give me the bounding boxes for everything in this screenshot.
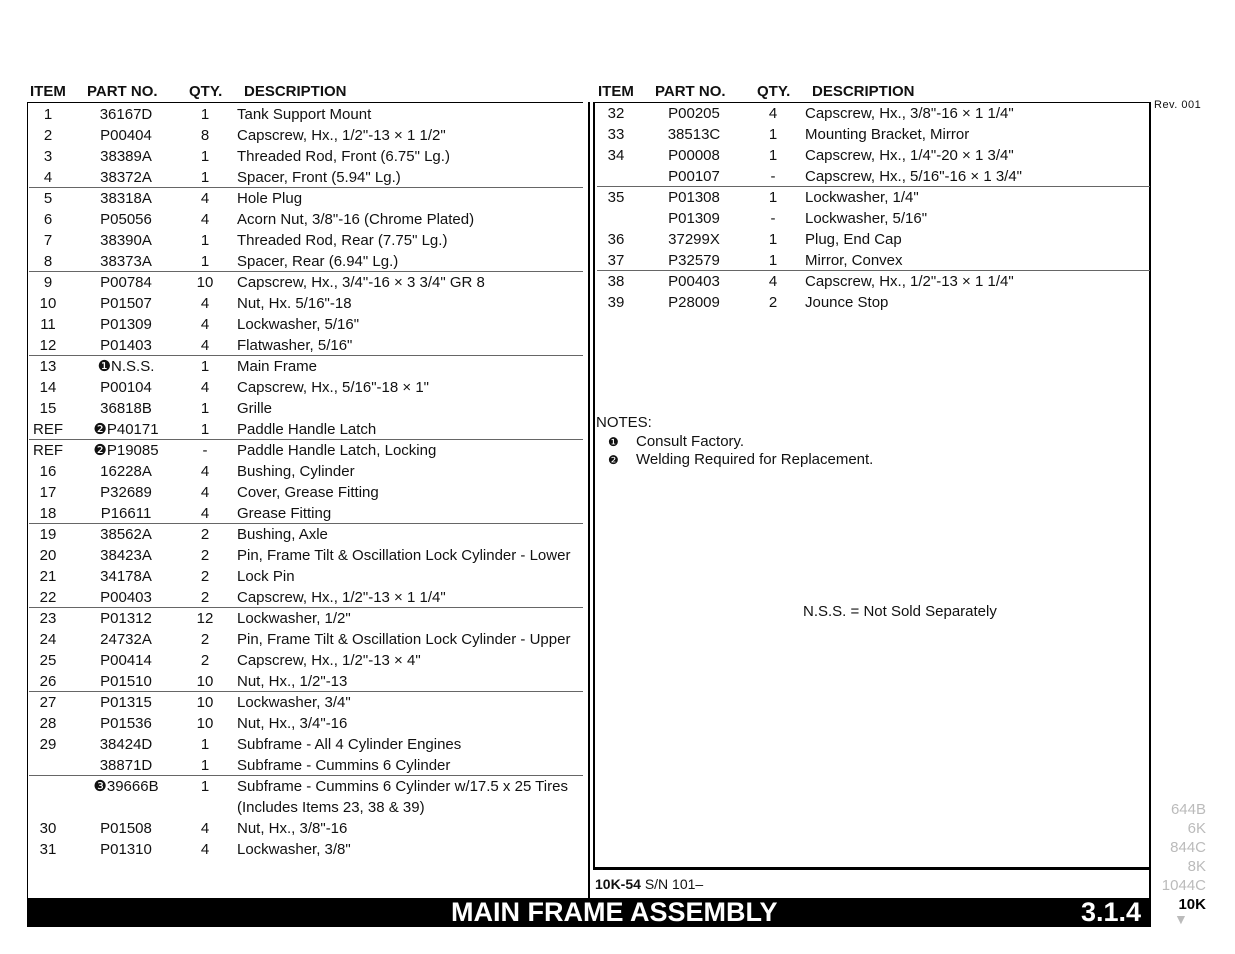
description-cell: Main Frame (237, 358, 318, 375)
description-cell: Capscrew, Hx., 1/2"-13 × 1 1/4" (805, 273, 1014, 290)
qty-cell: 1 (200, 421, 210, 438)
table-row (29, 692, 585, 713)
table-row (597, 229, 1153, 250)
part-no-cell: ❸39666B (93, 778, 159, 795)
part-no-cell: P00414 (100, 652, 152, 669)
part-no-cell: 38562A (100, 526, 152, 543)
item-cell: 30 (39, 820, 57, 837)
group-separator (29, 691, 583, 692)
table-row (29, 608, 585, 629)
description-cell: Threaded Rod, Front (6.75" Lg.) (237, 148, 450, 165)
group-separator (29, 187, 583, 188)
qty-cell: 4 (200, 211, 210, 228)
table-row (29, 230, 585, 251)
table-row (29, 797, 585, 818)
description-cell: Bushing, Cylinder (237, 463, 355, 480)
description-cell: Paddle Handle Latch (237, 421, 377, 438)
group-separator (29, 523, 583, 524)
model-tab-current[interactable]: 10K (1178, 896, 1206, 913)
note-text-2: Welding Required for Replacement. (636, 451, 874, 468)
description-cell: (Includes Items 23, 38 & 39) (237, 799, 425, 816)
description-cell: Bushing, Axle (237, 526, 328, 543)
item-cell: 31 (39, 841, 57, 858)
description-cell: Capscrew, Hx., 3/4"-16 × 3 3/4" GR 8 (237, 274, 485, 291)
table-row (597, 271, 1153, 292)
qty-cell: 4 (200, 190, 210, 207)
part-no-cell: P01308 (668, 189, 720, 206)
center-divider (588, 102, 590, 898)
qty-cell: 4 (200, 505, 210, 522)
table-row (29, 314, 585, 335)
description-cell: Jounce Stop (805, 294, 889, 311)
part-no-cell: P01536 (100, 715, 152, 732)
description-cell: Lockwasher, 3/8" (237, 841, 351, 858)
item-cell: REF (33, 442, 63, 459)
nss-legend: N.S.S. = Not Sold Separately (803, 603, 997, 620)
table-row (597, 124, 1153, 145)
item-cell: 10 (39, 295, 57, 312)
qty-cell: 4 (200, 295, 210, 312)
section-number: 3.1.4 (1081, 897, 1142, 927)
part-no-cell: P00107 (668, 168, 720, 185)
item-cell: 20 (39, 547, 57, 564)
description-cell: Lockwasher, 1/4" (805, 189, 919, 206)
table-row (29, 545, 585, 566)
description-cell: Capscrew, Hx., 1/2"-13 × 1 1/4" (237, 589, 446, 606)
part-no-cell: 38424D (99, 736, 153, 753)
qty-cell: 10 (196, 694, 214, 711)
header-qty: QTY. (189, 83, 223, 100)
table-row (29, 125, 585, 146)
serial-range: S/N 101– (644, 876, 704, 892)
model-serial-line (595, 876, 703, 892)
qty-cell: 1 (200, 400, 210, 417)
item-cell: 4 (43, 169, 53, 186)
table-row (29, 482, 585, 503)
table-row (29, 818, 585, 839)
qty-cell: 1 (200, 757, 210, 774)
table-row (29, 524, 585, 545)
table-row (29, 398, 585, 419)
qty-cell: 8 (200, 127, 210, 144)
qty-cell: 4 (200, 820, 210, 837)
item-cell: 18 (39, 505, 57, 522)
item-cell: 11 (40, 316, 56, 333)
qty-cell: 2 (200, 631, 210, 648)
part-no-cell: P01508 (100, 820, 152, 837)
qty-cell: - (770, 210, 776, 227)
description-cell: Capscrew, Hx., 5/16"-16 × 1 3/4" (805, 168, 1023, 185)
table-row (29, 167, 585, 188)
part-no-cell: 38372A (100, 169, 152, 186)
description-cell: Nut, Hx. 5/16"-18 (237, 295, 352, 312)
part-no-cell: ❶N.S.S. (97, 358, 155, 375)
qty-cell: 1 (768, 231, 778, 248)
item-cell: 36 (607, 231, 625, 248)
description-cell: Pin, Frame Tilt & Oscillation Lock Cylinder - Lower (237, 547, 571, 564)
table-row (29, 293, 585, 314)
qty-cell: 12 (196, 610, 214, 627)
part-no-cell: 38389A (100, 148, 152, 165)
left-table-top-rule (27, 102, 583, 103)
description-cell: Flatwasher, 5/16" (237, 337, 353, 354)
description-cell: Capscrew, Hx., 1/2"-13 × 1 1/2" (237, 127, 446, 144)
group-separator (29, 271, 583, 272)
qty-cell: 1 (768, 147, 778, 164)
right-table-frame (593, 102, 595, 868)
item-cell: 17 (39, 484, 57, 501)
qty-cell: 4 (200, 316, 210, 333)
description-cell: Mounting Bracket, Mirror (805, 126, 970, 143)
qty-cell: 1 (200, 253, 210, 270)
item-cell: 24 (39, 631, 57, 648)
description-cell: Grease Fitting (237, 505, 332, 522)
description-cell: Capscrew, Hx., 1/4"-20 × 1 3/4" (805, 147, 1014, 164)
qty-cell: 4 (200, 379, 210, 396)
description-cell: Hole Plug (237, 190, 303, 207)
table-row (29, 146, 585, 167)
revision-label: Rev. 001 (1154, 99, 1202, 111)
part-no-cell: P05056 (100, 211, 152, 228)
model-tab[interactable]: 844C (1170, 839, 1206, 856)
qty-cell: 4 (200, 484, 210, 501)
part-no-cell: P00784 (100, 274, 152, 291)
item-cell: 8 (43, 253, 53, 270)
qty-cell: 1 (768, 189, 778, 206)
item-cell: 37 (607, 252, 625, 269)
qty-cell: 2 (200, 547, 210, 564)
group-separator (597, 270, 1150, 271)
group-separator (29, 355, 583, 356)
item-cell: 2 (43, 127, 53, 144)
group-separator (29, 439, 583, 440)
description-cell: Pin, Frame Tilt & Oscillation Lock Cylinder - Upper (237, 631, 571, 648)
model-tab[interactable]: 644B (1170, 801, 1206, 818)
qty-cell: 2 (200, 526, 210, 543)
qty-cell: 1 (200, 358, 210, 375)
item-cell: 5 (43, 190, 53, 207)
table-row (29, 377, 585, 398)
note-text-1: Consult Factory. (636, 433, 745, 450)
part-no-cell: P00403 (100, 589, 152, 606)
qty-cell: 10 (196, 673, 214, 690)
item-cell: 38 (607, 273, 625, 290)
table-row (29, 587, 585, 608)
item-cell: 16 (39, 463, 57, 480)
table-row (29, 209, 585, 230)
item-cell: 32 (607, 105, 625, 122)
qty-cell: 10 (196, 715, 214, 732)
qty-cell: 1 (200, 106, 210, 123)
table-row (29, 734, 585, 755)
part-no-cell: 38423A (100, 547, 152, 564)
down-arrow-icon: ▼ (1174, 911, 1188, 927)
description-cell: Capscrew, Hx., 3/8"-16 × 1 1/4" (805, 105, 1014, 122)
table-row (29, 440, 585, 461)
header-description: DESCRIPTION (244, 83, 347, 100)
item-cell: 13 (39, 358, 57, 375)
part-no-cell: 37299X (668, 231, 720, 248)
header-part-no: PART NO. (655, 83, 726, 100)
description-cell: Nut, Hx., 1/2"-13 (237, 673, 348, 690)
description-cell: Lock Pin (237, 568, 295, 585)
table-row (29, 335, 585, 356)
item-cell: 19 (39, 526, 57, 543)
table-row (29, 755, 585, 776)
part-no-cell: P00403 (668, 273, 720, 290)
table-row (29, 629, 585, 650)
model-tab[interactable]: 8K (1187, 858, 1206, 875)
table-row (597, 292, 1153, 313)
description-cell: Lockwasher, 1/2" (237, 610, 351, 627)
description-cell: Subframe - Cummins 6 Cylinder (237, 757, 451, 774)
table-row (29, 356, 585, 377)
table-row (29, 671, 585, 692)
table-row (597, 166, 1153, 187)
qty-cell: 2 (768, 294, 778, 311)
item-cell: 39 (607, 294, 625, 311)
item-cell: 23 (39, 610, 57, 627)
qty-cell: 2 (200, 589, 210, 606)
part-no-cell: P00008 (668, 147, 720, 164)
part-no-cell: P01507 (100, 295, 152, 312)
qty-cell: 1 (200, 778, 210, 795)
table-row (29, 650, 585, 671)
qty-cell: - (770, 168, 776, 185)
qty-cell: - (202, 442, 208, 459)
item-cell: 6 (43, 211, 53, 228)
qty-cell: 1 (200, 169, 210, 186)
model-tab[interactable]: 6K (1187, 820, 1206, 837)
description-cell: Cover, Grease Fitting (237, 484, 379, 501)
notes-title: NOTES: (596, 414, 652, 431)
qty-cell: 4 (200, 841, 210, 858)
table-row (29, 419, 585, 440)
item-cell: 12 (39, 337, 57, 354)
item-cell: 22 (39, 589, 57, 606)
table-row (29, 776, 585, 797)
qty-cell: 1 (768, 252, 778, 269)
part-no-cell: 38318A (100, 190, 152, 207)
model-index (1150, 800, 1206, 914)
part-no-cell: P32579 (668, 252, 720, 269)
qty-cell: 4 (200, 463, 210, 480)
item-cell: 14 (39, 379, 57, 396)
description-cell: Lockwasher, 3/4" (237, 694, 351, 711)
group-separator (29, 775, 583, 776)
description-cell: Spacer, Front (5.94" Lg.) (237, 169, 401, 186)
part-no-cell: P00205 (668, 105, 720, 122)
note-marker-2: ❷ (608, 453, 619, 467)
table-row (597, 103, 1153, 124)
part-no-cell: P16611 (100, 505, 152, 522)
part-no-cell: ❷P19085 (93, 442, 159, 459)
table-row (597, 145, 1153, 166)
item-cell: 15 (39, 400, 57, 417)
header-item: ITEM (30, 83, 66, 100)
item-cell: REF (33, 421, 63, 438)
item-cell: 28 (39, 715, 57, 732)
part-no-cell: P00404 (100, 127, 152, 144)
qty-cell: 1 (200, 232, 210, 249)
description-cell: Plug, End Cap (805, 231, 902, 248)
description-cell: Acorn Nut, 3/8"-16 (Chrome Plated) (237, 211, 475, 228)
table-row (29, 839, 585, 860)
qty-cell: 1 (200, 148, 210, 165)
header-description: DESCRIPTION (812, 83, 915, 100)
table-row (29, 272, 585, 293)
item-cell: 9 (43, 274, 53, 291)
table-row (29, 566, 585, 587)
left-table-frame (27, 102, 28, 898)
table-row (29, 188, 585, 209)
part-no-cell: 38513C (667, 126, 721, 143)
table-row (29, 503, 585, 524)
part-no-cell: 34178A (100, 568, 152, 585)
right-bottom-rule (593, 867, 1150, 870)
qty-cell: 1 (768, 126, 778, 143)
part-no-cell: 38373A (100, 253, 152, 270)
part-no-cell: P01309 (100, 316, 152, 333)
qty-cell: 2 (200, 652, 210, 669)
description-cell: Subframe - Cummins 6 Cylinder w/17.5 x 25 Tires (237, 778, 568, 795)
item-cell: 27 (39, 694, 57, 711)
table-row (597, 187, 1153, 208)
description-cell: Nut, Hx., 3/8"-16 (237, 820, 348, 837)
description-cell: Lockwasher, 5/16" (237, 316, 360, 333)
item-cell: 35 (607, 189, 625, 206)
description-cell: Spacer, Rear (6.94" Lg.) (237, 253, 399, 270)
part-no-cell: 16228A (100, 463, 152, 480)
item-cell: 29 (39, 736, 57, 753)
part-no-cell: P00104 (100, 379, 152, 396)
description-cell: Subframe - All 4 Cylinder Engines (237, 736, 462, 753)
qty-cell: 2 (200, 568, 210, 585)
item-cell: 21 (39, 568, 57, 585)
part-no-cell: P01510 (100, 673, 152, 690)
part-no-cell: 36818B (100, 400, 152, 417)
description-cell: Tank Support Mount (237, 106, 372, 123)
part-no-cell: 24732A (100, 631, 152, 648)
part-no-cell: P28009 (668, 294, 720, 311)
qty-cell: 4 (768, 273, 778, 290)
part-no-cell: P01312 (100, 610, 152, 627)
description-cell: Capscrew, Hx., 1/2"-13 × 4" (237, 652, 421, 669)
part-no-cell: P32689 (100, 484, 152, 501)
description-cell: Threaded Rod, Rear (7.75" Lg.) (237, 232, 448, 249)
part-no-cell: P01309 (668, 210, 720, 227)
part-no-cell: 38871D (99, 757, 153, 774)
table-row (29, 251, 585, 272)
part-no-cell: ❷P40171 (93, 421, 159, 438)
qty-cell: 4 (768, 105, 778, 122)
qty-cell: 10 (196, 274, 214, 291)
table-row (597, 250, 1153, 271)
item-cell: 34 (607, 147, 625, 164)
header-item: ITEM (598, 83, 634, 100)
description-cell: Grille (237, 400, 273, 417)
description-cell: Paddle Handle Latch, Locking (237, 442, 437, 459)
description-cell: Nut, Hx., 3/4"-16 (237, 715, 348, 732)
item-cell: 7 (43, 232, 53, 249)
item-cell: 26 (39, 673, 57, 690)
group-separator (29, 607, 583, 608)
header-qty: QTY. (757, 83, 791, 100)
item-cell: 3 (43, 148, 53, 165)
part-no-cell: P01403 (100, 337, 152, 354)
part-no-cell: 36167D (99, 106, 153, 123)
item-cell: 1 (43, 106, 53, 123)
group-separator (597, 186, 1150, 187)
qty-cell: 4 (200, 337, 210, 354)
table-row (29, 104, 585, 125)
model-tab[interactable]: 1044C (1161, 877, 1206, 894)
table-row (29, 713, 585, 734)
description-cell: Capscrew, Hx., 5/16"-18 × 1" (237, 379, 429, 396)
part-no-cell: P01315 (100, 694, 152, 711)
item-cell: 25 (39, 652, 57, 669)
item-cell: 33 (607, 126, 625, 143)
table-row (29, 461, 585, 482)
table-row (597, 208, 1153, 229)
part-no-cell: 38390A (100, 232, 152, 249)
description-cell: Mirror, Convex (805, 252, 903, 269)
description-cell: Lockwasher, 5/16" (805, 210, 928, 227)
header-part-no: PART NO. (87, 83, 158, 100)
model-number: 10K-54 (595, 876, 641, 892)
part-no-cell: P01310 (100, 841, 152, 858)
note-marker-1: ❶ (608, 435, 619, 449)
qty-cell: 1 (200, 736, 210, 753)
page-title: MAIN FRAME ASSEMBLY (451, 897, 778, 927)
